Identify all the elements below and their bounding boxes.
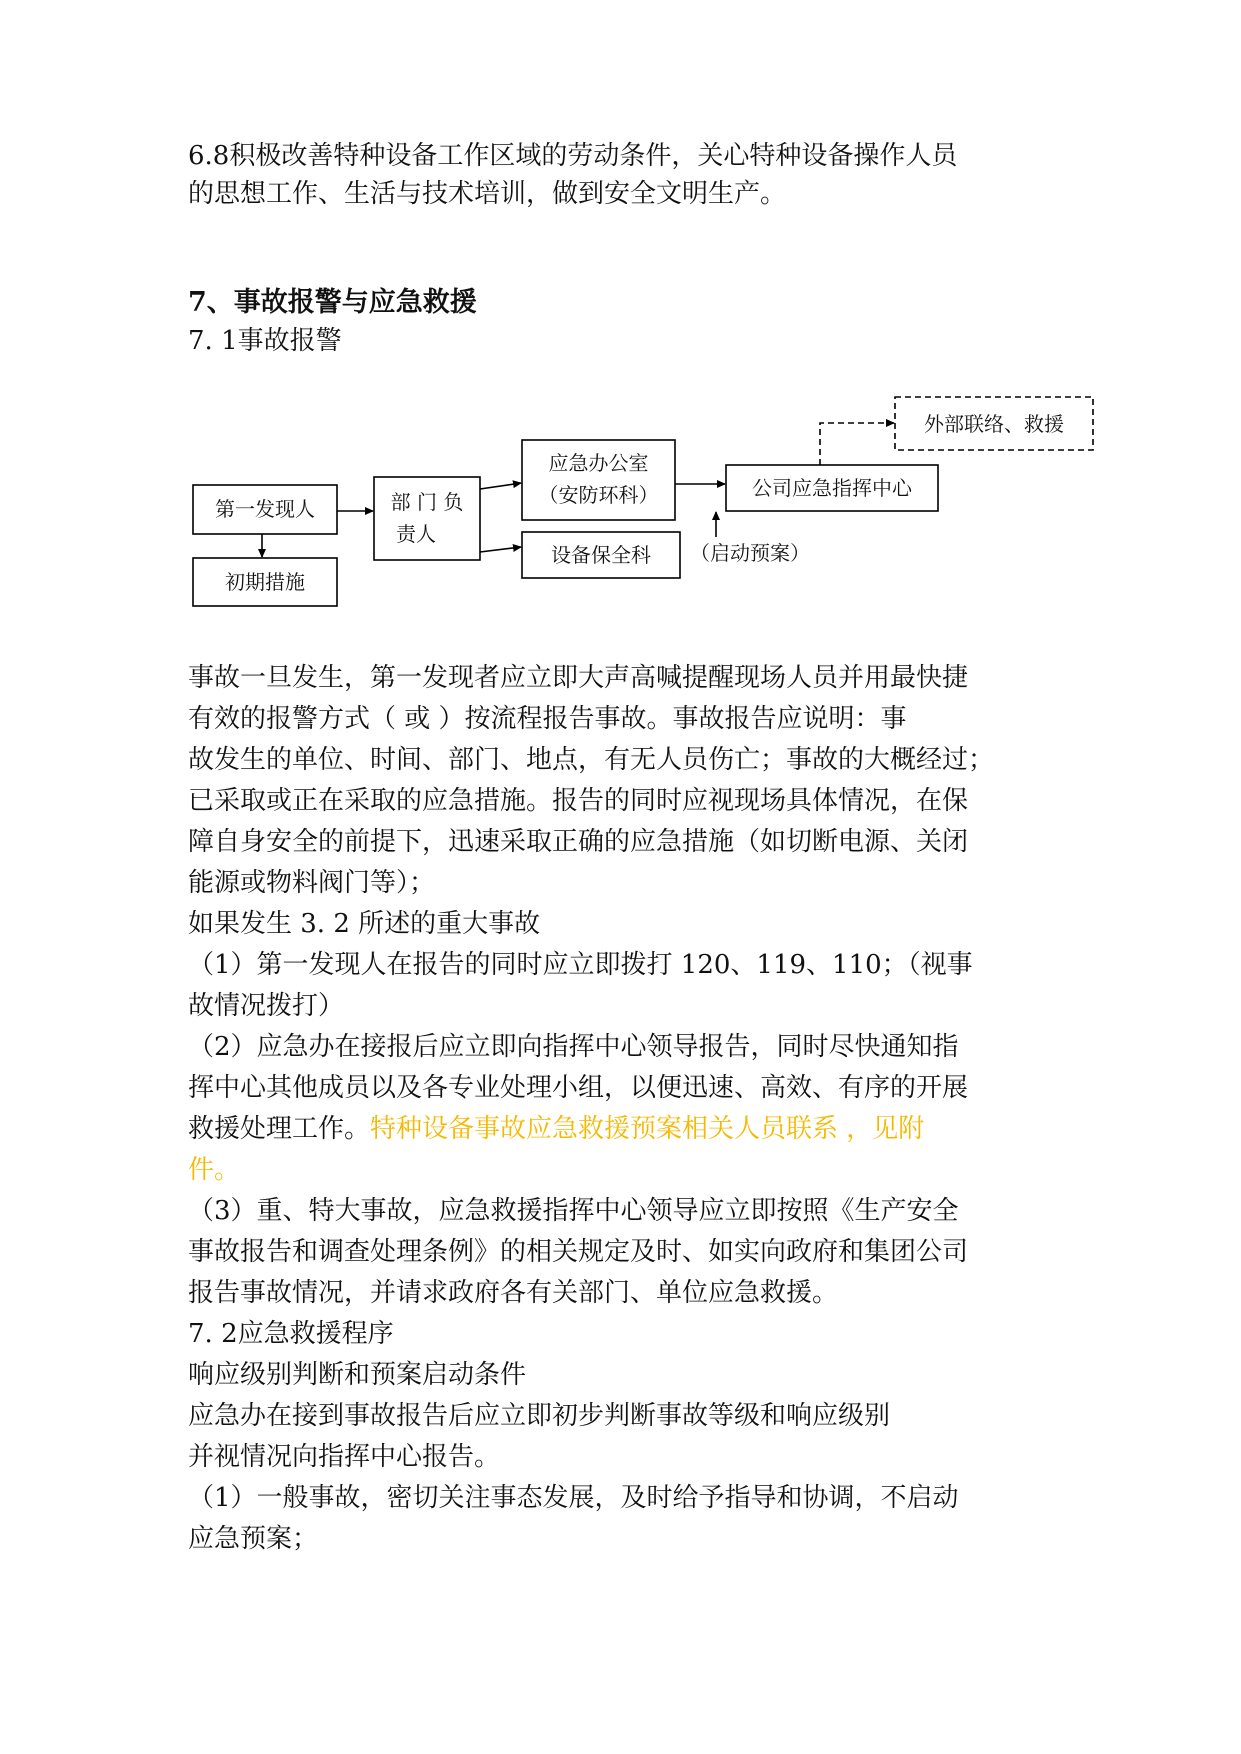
- body-p3-line1: （1）第一发现人在报告的同时应立即拨打 120、119、110；（视事: [188, 950, 973, 980]
- body-p1-line4: 已采取或正在采取的应急措施。报告的同时应视现场具体情况，在保: [188, 786, 969, 816]
- body-p3-line2: 故情况拨打）: [188, 991, 345, 1021]
- body-p7-line1: 应急办在接到事故报告后应立即初步判断事故等级和响应级别: [188, 1401, 891, 1431]
- label-equipment-dept: 设备保全科: [551, 543, 651, 567]
- body-p5-line1: （3）重、特大事故，应急救援指挥中心领导应立即按照《生产安全: [188, 1196, 959, 1226]
- body-p4-line2: 挥中心其他成员以及各专业处理小组，以便迅速、高效、有序的开展: [188, 1073, 969, 1103]
- body-p1-line6: 能源或物料阀门等）；: [188, 868, 436, 898]
- subsection-7-1-title: 7. 1事故报警: [188, 326, 342, 356]
- body-p7-line2: 并视情况向指挥中心报告。: [188, 1442, 501, 1472]
- arrow-center-to-external: [820, 423, 894, 465]
- body-p6: 响应级别判断和预案启动条件: [188, 1360, 527, 1390]
- label-emergency-office-line2: （安防环科）: [538, 483, 659, 507]
- label-dept-head-line1: 部 门 负: [390, 490, 464, 514]
- section-6-8-line2: 的思想工作、生活与技术培训，做到安全文明生产。: [188, 179, 787, 209]
- arrow-dept-to-office: [480, 483, 521, 489]
- body-p1-line5: 障自身安全的前提下，迅速采取正确的应急措施（如切断电源、关闭: [188, 827, 969, 857]
- body-p2: 如果发生 3. 2 所述的重大事故: [188, 909, 541, 939]
- label-external-contact: 外部联络、救援: [924, 412, 1064, 436]
- label-command-center: 公司应急指挥中心: [752, 476, 912, 500]
- highlighted-attachment-reference: 特种设备事故应急救援预案相关人员联系 ，见附: [370, 1114, 925, 1144]
- section-7-title: 7、事故报警与应急救援: [188, 287, 477, 318]
- label-emergency-office-line1: 应急办公室: [548, 451, 649, 475]
- body-p8-line2: 应急预案；: [188, 1524, 319, 1554]
- body-p8-line1: （1）一般事故，密切关注事态发展，及时给予指导和协调，不启动: [188, 1483, 959, 1513]
- body-p4-line3-text: 救援处理工作。: [188, 1114, 371, 1144]
- body-p1-line2: 有效的报警方式（ 或 ）按流程报告事故。事故报告应说明：事: [188, 704, 907, 734]
- label-dept-head-line2: 责人: [396, 522, 436, 546]
- body-p5-line3: 报告事故情况，并请求政府各有关部门、单位应急救援。: [188, 1278, 839, 1308]
- body-p4-line3: [188, 1110, 1068, 1148]
- body-p5-line2: 事故报告和调查处理条例》的相关规定及时、如实向政府和集团公司: [188, 1237, 969, 1267]
- label-activate-plan: （启动预案）: [690, 541, 810, 565]
- body-p4-line1: （2）应急办在接报后应立即向指挥中心领导报告，同时尽快通知指: [188, 1032, 959, 1062]
- label-first-discoverer: 第一发现人: [215, 497, 315, 521]
- subsection-7-2-title: 7. 2应急救援程序: [188, 1319, 394, 1349]
- body-p1-line3: 故发生的单位、时间、部门、地点，有无人员伤亡；事故的大概经过；: [188, 745, 995, 775]
- body-p1-line1: 事故一旦发生，第一发现者应立即大声高喊提醒现场人员并用最快捷: [188, 663, 969, 693]
- body-p4-line4: 件。: [188, 1155, 241, 1185]
- label-initial-measures: 初期措施: [225, 570, 305, 594]
- flowchart-connectors: [0, 0, 1241, 620]
- arrow-dept-to-equipment: [480, 547, 521, 552]
- section-6-8-line1: 6.8积极改善特种设备工作区域的劳动条件，关心特种设备操作人员: [188, 141, 958, 171]
